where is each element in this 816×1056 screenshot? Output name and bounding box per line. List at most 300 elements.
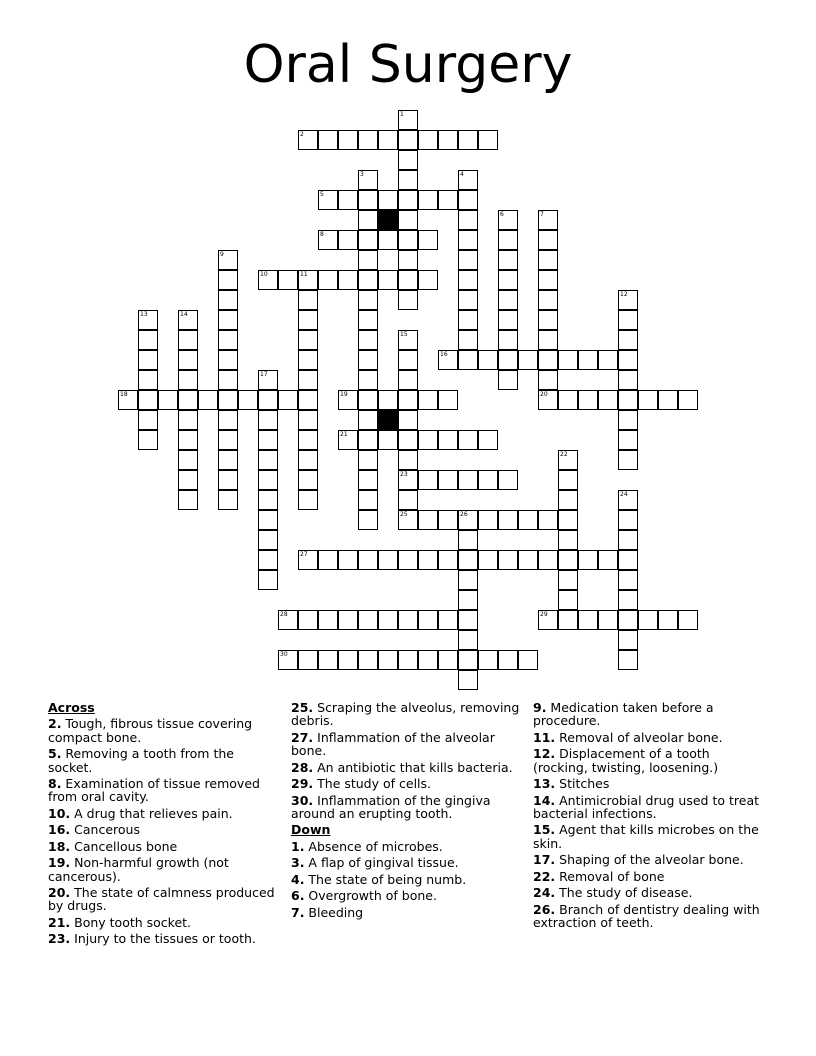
- grid-cell[interactable]: [518, 350, 538, 370]
- grid-cell[interactable]: [378, 430, 398, 450]
- clue-text: The state of calmness produced by drugs.: [48, 885, 275, 914]
- grid-cell[interactable]: [618, 310, 638, 330]
- grid-cell[interactable]: [538, 310, 558, 330]
- grid-cell[interactable]: [358, 250, 378, 270]
- grid-cell[interactable]: [298, 370, 318, 390]
- cell-number: 13: [140, 311, 148, 318]
- grid-cell[interactable]: [138, 370, 158, 390]
- clue-item: [291, 731, 523, 758]
- grid-cell[interactable]: [378, 130, 398, 150]
- grid-cell[interactable]: [578, 390, 598, 410]
- grid-cell[interactable]: [538, 270, 558, 290]
- grid-cell[interactable]: [358, 430, 378, 450]
- grid-cell[interactable]: [358, 370, 378, 390]
- grid-cell[interactable]: [298, 650, 318, 670]
- grid-cell[interactable]: [558, 530, 578, 550]
- clue-text: Shaping of the alveolar bone.: [555, 852, 744, 868]
- grid-cell[interactable]: [298, 430, 318, 450]
- black-cell: [378, 410, 398, 430]
- grid-cell[interactable]: [258, 390, 278, 410]
- clue-text: Cancellous bone: [70, 838, 178, 854]
- grid-cell[interactable]: [298, 450, 318, 470]
- grid-cell[interactable]: [298, 490, 318, 510]
- clue-text: Bleeding: [304, 904, 364, 920]
- grid-cell[interactable]: [578, 610, 598, 630]
- grid-cell[interactable]: [178, 310, 198, 330]
- grid-cell[interactable]: [458, 170, 478, 190]
- grid-cell[interactable]: [258, 490, 278, 510]
- clue-text: Inflammation of the alveolar bone.: [291, 729, 495, 759]
- grid-cell[interactable]: [258, 270, 278, 290]
- grid-cell[interactable]: [618, 370, 638, 390]
- grid-cell[interactable]: [478, 470, 498, 490]
- grid-cell[interactable]: [438, 130, 458, 150]
- grid-cell[interactable]: [618, 570, 638, 590]
- grid-cell[interactable]: [538, 250, 558, 270]
- grid-cell[interactable]: [498, 210, 518, 230]
- grid-cell[interactable]: [358, 450, 378, 470]
- grid-cell[interactable]: [458, 470, 478, 490]
- grid-cell[interactable]: [318, 550, 338, 570]
- grid-cell[interactable]: [498, 250, 518, 270]
- grid-cell[interactable]: [398, 290, 418, 310]
- grid-cell[interactable]: [618, 350, 638, 370]
- grid-cell[interactable]: [398, 650, 418, 670]
- clue-text: Injury to the tissues or tooth.: [70, 931, 256, 947]
- grid-cell[interactable]: [318, 190, 338, 210]
- grid-cell[interactable]: [478, 650, 498, 670]
- grid-cell[interactable]: [398, 190, 418, 210]
- grid-cell[interactable]: [578, 350, 598, 370]
- grid-cell[interactable]: [398, 430, 418, 450]
- grid-cell[interactable]: [538, 390, 558, 410]
- grid-cell[interactable]: [398, 450, 418, 470]
- clue-text: The state of being numb.: [304, 871, 467, 887]
- clue-number: 3.: [291, 855, 305, 871]
- grid-cell[interactable]: [638, 610, 658, 630]
- grid-cell[interactable]: [438, 610, 458, 630]
- grid-cell[interactable]: [398, 490, 418, 510]
- grid-cell[interactable]: [558, 610, 578, 630]
- grid-cell[interactable]: [178, 450, 198, 470]
- grid-cell[interactable]: [138, 310, 158, 330]
- grid-cell[interactable]: [298, 330, 318, 350]
- grid-cell[interactable]: [358, 650, 378, 670]
- grid-cell[interactable]: [618, 410, 638, 430]
- grid-cell[interactable]: [358, 330, 378, 350]
- grid-cell[interactable]: [398, 250, 418, 270]
- clue-item: [48, 856, 280, 883]
- grid-cell[interactable]: [378, 230, 398, 250]
- grid-cell[interactable]: [298, 410, 318, 430]
- cell-number: 25: [400, 511, 408, 518]
- grid-cell[interactable]: [178, 350, 198, 370]
- grid-cell[interactable]: [618, 510, 638, 530]
- grid-cell[interactable]: [458, 670, 478, 690]
- grid-cell[interactable]: [418, 270, 438, 290]
- grid-cell[interactable]: [458, 430, 478, 450]
- grid-cell[interactable]: [518, 510, 538, 530]
- grid-cell[interactable]: [158, 390, 178, 410]
- grid-cell[interactable]: [418, 550, 438, 570]
- grid-cell[interactable]: [478, 350, 498, 370]
- grid-cell[interactable]: [338, 650, 358, 670]
- grid-cell[interactable]: [218, 330, 238, 350]
- grid-cell[interactable]: [358, 130, 378, 150]
- grid-cell[interactable]: [458, 550, 478, 570]
- grid-cell[interactable]: [578, 550, 598, 570]
- grid-cell[interactable]: [498, 230, 518, 250]
- grid-cell[interactable]: [398, 610, 418, 630]
- grid-cell[interactable]: [418, 650, 438, 670]
- clue-item: [533, 870, 765, 883]
- grid-cell[interactable]: [418, 470, 438, 490]
- grid-cell[interactable]: [418, 190, 438, 210]
- grid-cell[interactable]: [338, 270, 358, 290]
- grid-cell[interactable]: [618, 450, 638, 470]
- grid-cell[interactable]: [318, 610, 338, 630]
- grid-cell[interactable]: [558, 590, 578, 610]
- grid-cell[interactable]: [398, 390, 418, 410]
- grid-cell[interactable]: [378, 650, 398, 670]
- grid-cell[interactable]: [438, 510, 458, 530]
- grid-cell[interactable]: [598, 350, 618, 370]
- grid-cell[interactable]: [318, 270, 338, 290]
- grid-cell[interactable]: [138, 430, 158, 450]
- grid-cell[interactable]: [558, 510, 578, 530]
- clue-number: 5.: [48, 746, 62, 762]
- grid-cell[interactable]: [358, 230, 378, 250]
- grid-cell[interactable]: [378, 390, 398, 410]
- grid-cell[interactable]: [358, 290, 378, 310]
- grid-cell[interactable]: [278, 270, 298, 290]
- grid-cell[interactable]: [438, 190, 458, 210]
- cell-number: 30: [280, 651, 288, 658]
- grid-cell[interactable]: [258, 570, 278, 590]
- grid-cell[interactable]: [438, 350, 458, 370]
- grid-cell[interactable]: [618, 290, 638, 310]
- grid-cell[interactable]: [178, 370, 198, 390]
- grid-cell[interactable]: [298, 470, 318, 490]
- grid-cell[interactable]: [438, 430, 458, 450]
- grid-cell[interactable]: [658, 390, 678, 410]
- grid-cell[interactable]: [538, 290, 558, 310]
- grid-cell[interactable]: [398, 370, 418, 390]
- grid-cell[interactable]: [458, 190, 478, 210]
- grid-cell[interactable]: [558, 570, 578, 590]
- clue-item: [48, 840, 280, 853]
- grid-cell[interactable]: [498, 550, 518, 570]
- grid-cell[interactable]: [598, 390, 618, 410]
- grid-cell[interactable]: [538, 370, 558, 390]
- grid-cell[interactable]: [218, 470, 238, 490]
- clue-item: [533, 886, 765, 899]
- grid-cell[interactable]: [298, 610, 318, 630]
- grid-cell[interactable]: [118, 390, 138, 410]
- clue-number: 8.: [48, 776, 62, 792]
- grid-cell[interactable]: [218, 430, 238, 450]
- grid-cell[interactable]: [458, 530, 478, 550]
- grid-cell[interactable]: [398, 270, 418, 290]
- grid-cell[interactable]: [418, 610, 438, 630]
- grid-cell[interactable]: [298, 550, 318, 570]
- grid-cell[interactable]: [218, 250, 238, 270]
- grid-cell[interactable]: [358, 490, 378, 510]
- grid-cell[interactable]: [138, 350, 158, 370]
- grid-cell[interactable]: [618, 430, 638, 450]
- grid-cell[interactable]: [358, 210, 378, 230]
- grid-cell[interactable]: [478, 130, 498, 150]
- grid-cell[interactable]: [598, 550, 618, 570]
- grid-cell[interactable]: [458, 310, 478, 330]
- cell-number: 8: [320, 231, 324, 238]
- grid-cell[interactable]: [538, 350, 558, 370]
- grid-cell[interactable]: [178, 330, 198, 350]
- grid-cell[interactable]: [178, 410, 198, 430]
- grid-cell[interactable]: [418, 510, 438, 530]
- grid-cell[interactable]: [498, 510, 518, 530]
- grid-cell[interactable]: [338, 130, 358, 150]
- grid-cell[interactable]: [258, 470, 278, 490]
- grid-cell[interactable]: [178, 490, 198, 510]
- grid-cell[interactable]: [398, 150, 418, 170]
- grid-cell[interactable]: [318, 650, 338, 670]
- grid-cell[interactable]: [618, 610, 638, 630]
- grid-cell[interactable]: [458, 650, 478, 670]
- grid-cell[interactable]: [618, 530, 638, 550]
- clue-text: Scraping the alveolus, removing debris.: [291, 700, 520, 729]
- grid-cell[interactable]: [458, 630, 478, 650]
- grid-cell[interactable]: [418, 130, 438, 150]
- clue-text: Stitches: [555, 776, 610, 792]
- grid-cell[interactable]: [458, 290, 478, 310]
- grid-cell[interactable]: [138, 390, 158, 410]
- grid-cell[interactable]: [458, 250, 478, 270]
- cell-number: 18: [120, 391, 128, 398]
- grid-cell[interactable]: [258, 450, 278, 470]
- grid-cell[interactable]: [338, 610, 358, 630]
- grid-cell[interactable]: [458, 590, 478, 610]
- grid-cell[interactable]: [618, 650, 638, 670]
- grid-cell[interactable]: [538, 210, 558, 230]
- grid-cell[interactable]: [618, 630, 638, 650]
- grid-cell[interactable]: [178, 430, 198, 450]
- grid-cell[interactable]: [438, 550, 458, 570]
- grid-cell[interactable]: [498, 270, 518, 290]
- grid-cell[interactable]: [338, 230, 358, 250]
- cell-number: 10: [260, 271, 268, 278]
- grid-cell[interactable]: [258, 370, 278, 390]
- grid-cell[interactable]: [458, 570, 478, 590]
- grid-cell[interactable]: [538, 230, 558, 250]
- grid-cell[interactable]: [498, 470, 518, 490]
- clue-number: 25.: [291, 700, 314, 715]
- grid-cell[interactable]: [378, 270, 398, 290]
- grid-cell[interactable]: [458, 130, 478, 150]
- grid-cell[interactable]: [298, 390, 318, 410]
- grid-cell[interactable]: [458, 230, 478, 250]
- grid-cell[interactable]: [258, 410, 278, 430]
- grid-cell[interactable]: [218, 410, 238, 430]
- grid-cell[interactable]: [298, 350, 318, 370]
- grid-cell[interactable]: [398, 130, 418, 150]
- grid-cell[interactable]: [218, 450, 238, 470]
- grid-cell[interactable]: [558, 350, 578, 370]
- grid-cell[interactable]: [558, 490, 578, 510]
- grid-cell[interactable]: [338, 550, 358, 570]
- grid-cell[interactable]: [398, 110, 418, 130]
- grid-cell[interactable]: [378, 550, 398, 570]
- grid-cell[interactable]: [358, 510, 378, 530]
- clue-item: [291, 873, 523, 886]
- grid-cell[interactable]: [678, 390, 698, 410]
- grid-cell[interactable]: [398, 170, 418, 190]
- grid-cell[interactable]: [418, 430, 438, 450]
- grid-cell[interactable]: [398, 230, 418, 250]
- grid-cell[interactable]: [678, 610, 698, 630]
- grid-cell[interactable]: [338, 190, 358, 210]
- clue-text: Medication taken before a procedure.: [533, 700, 714, 729]
- grid-cell[interactable]: [538, 550, 558, 570]
- grid-cell[interactable]: [298, 130, 318, 150]
- grid-cell[interactable]: [558, 550, 578, 570]
- grid-cell[interactable]: [638, 390, 658, 410]
- grid-cell[interactable]: [358, 390, 378, 410]
- grid-cell[interactable]: [138, 330, 158, 350]
- grid-cell[interactable]: [218, 310, 238, 330]
- grid-cell[interactable]: [298, 310, 318, 330]
- grid-cell[interactable]: [198, 390, 218, 410]
- grid-cell[interactable]: [658, 610, 678, 630]
- grid-cell[interactable]: [598, 610, 618, 630]
- grid-cell[interactable]: [398, 470, 418, 490]
- cell-number: 2: [300, 131, 304, 138]
- grid-cell[interactable]: [258, 550, 278, 570]
- cell-number: 3: [360, 171, 364, 178]
- grid-cell[interactable]: [358, 410, 378, 430]
- clue-item: [291, 761, 523, 774]
- grid-cell[interactable]: [438, 470, 458, 490]
- grid-cell[interactable]: [438, 650, 458, 670]
- grid-cell[interactable]: [358, 310, 378, 330]
- clue-item: [291, 701, 523, 728]
- grid-cell[interactable]: [398, 210, 418, 230]
- grid-cell[interactable]: [498, 290, 518, 310]
- cell-number: 9: [220, 251, 224, 258]
- grid-cell[interactable]: [498, 310, 518, 330]
- grid-cell[interactable]: [278, 610, 298, 630]
- grid-cell[interactable]: [438, 390, 458, 410]
- grid-cell[interactable]: [358, 470, 378, 490]
- grid-cell[interactable]: [258, 530, 278, 550]
- clue-number: 14.: [533, 792, 556, 808]
- grid-cell[interactable]: [358, 350, 378, 370]
- grid-cell[interactable]: [398, 410, 418, 430]
- grid-cell[interactable]: [478, 430, 498, 450]
- grid-cell[interactable]: [358, 170, 378, 190]
- clue-item: [533, 747, 765, 774]
- grid-cell[interactable]: [318, 230, 338, 250]
- grid-cell[interactable]: [618, 550, 638, 570]
- grid-cell[interactable]: [358, 550, 378, 570]
- grid-cell[interactable]: [558, 470, 578, 490]
- grid-cell[interactable]: [398, 510, 418, 530]
- grid-cell[interactable]: [458, 610, 478, 630]
- grid-cell[interactable]: [338, 390, 358, 410]
- grid-cell[interactable]: [378, 610, 398, 630]
- grid-cell[interactable]: [358, 610, 378, 630]
- grid-cell[interactable]: [618, 590, 638, 610]
- grid-cell[interactable]: [618, 490, 638, 510]
- grid-cell[interactable]: [218, 390, 238, 410]
- grid-cell[interactable]: [138, 410, 158, 430]
- grid-cell[interactable]: [258, 510, 278, 530]
- grid-cell[interactable]: [218, 290, 238, 310]
- grid-cell[interactable]: [518, 650, 538, 670]
- grid-cell[interactable]: [458, 350, 478, 370]
- grid-cell[interactable]: [498, 370, 518, 390]
- cell-number: 24: [620, 491, 628, 498]
- grid-cell[interactable]: [218, 270, 238, 290]
- grid-cell[interactable]: [618, 330, 638, 350]
- grid-cell[interactable]: [398, 350, 418, 370]
- grid-cell[interactable]: [238, 390, 258, 410]
- grid-cell[interactable]: [538, 330, 558, 350]
- clue-number: 7.: [291, 904, 305, 920]
- grid-cell[interactable]: [398, 550, 418, 570]
- grid-cell[interactable]: [558, 390, 578, 410]
- grid-cell[interactable]: [358, 190, 378, 210]
- grid-cell[interactable]: [498, 330, 518, 350]
- grid-cell[interactable]: [178, 390, 198, 410]
- clue-column-3: [533, 701, 765, 932]
- grid-cell[interactable]: [338, 430, 358, 450]
- clue-number: 15.: [533, 822, 556, 838]
- grid-cell[interactable]: [538, 510, 558, 530]
- grid-cell[interactable]: [478, 510, 498, 530]
- grid-cell[interactable]: [498, 350, 518, 370]
- grid-cell[interactable]: [378, 190, 398, 210]
- grid-cell[interactable]: [218, 490, 238, 510]
- grid-cell[interactable]: [458, 510, 478, 530]
- grid-cell[interactable]: [218, 370, 238, 390]
- grid-cell[interactable]: [458, 330, 478, 350]
- grid-cell[interactable]: [518, 550, 538, 570]
- grid-cell[interactable]: [618, 390, 638, 410]
- grid-cell[interactable]: [498, 650, 518, 670]
- grid-cell[interactable]: [538, 610, 558, 630]
- grid-cell[interactable]: [358, 270, 378, 290]
- grid-cell[interactable]: [278, 650, 298, 670]
- grid-cell[interactable]: [318, 130, 338, 150]
- grid-cell[interactable]: [298, 290, 318, 310]
- grid-cell[interactable]: [418, 390, 438, 410]
- grid-cell[interactable]: [218, 350, 238, 370]
- cell-number: 12: [620, 291, 628, 298]
- grid-cell[interactable]: [178, 470, 198, 490]
- grid-cell[interactable]: [278, 390, 298, 410]
- clue-item: [48, 777, 280, 804]
- grid-cell[interactable]: [418, 230, 438, 250]
- grid-cell[interactable]: [458, 210, 478, 230]
- grid-cell[interactable]: [558, 450, 578, 470]
- grid-cell[interactable]: [298, 270, 318, 290]
- grid-cell[interactable]: [458, 270, 478, 290]
- grid-cell[interactable]: [478, 550, 498, 570]
- cell-number: 21: [340, 431, 348, 438]
- grid-cell[interactable]: [258, 430, 278, 450]
- grid-cell[interactable]: [398, 330, 418, 350]
